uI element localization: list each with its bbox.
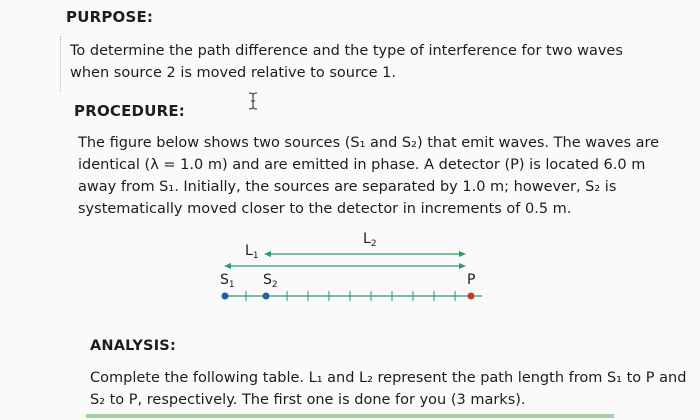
text-cursor-icon — [247, 92, 259, 110]
procedure-line-3: away from S₁. Initially, the sources are separated by 1.0 m; however, S₂ is — [78, 179, 617, 195]
purpose-text-line-2: when source 2 is moved relative to source 1. — [70, 65, 396, 81]
procedure-line-2: identical (λ = 1.0 m) and are emitted in phase. A detector (P) is located 6.0 m — [78, 157, 646, 173]
label-l1: $L_1$ — [245, 243, 259, 261]
analysis-heading: ANALYSIS: — [90, 338, 176, 354]
purpose-text-line-1: To determine the path difference and the type of interference for two waves — [70, 43, 623, 59]
detector-p-dot — [468, 293, 475, 300]
purpose-heading: PURPOSE: — [66, 8, 154, 26]
l1-arrowhead-right — [459, 251, 466, 257]
source-s2-dot — [263, 293, 270, 300]
l2-arrowhead-left — [224, 263, 231, 269]
l2-arrowhead-right — [459, 263, 466, 269]
analysis-line-2: S₂ to P, respectively. The first one is done for you (3 marks). — [90, 392, 526, 408]
label-s2: $S_2$ — [263, 272, 278, 290]
label-p: P — [467, 272, 476, 288]
l1-arrowhead-left — [264, 251, 271, 257]
table-top-border — [86, 414, 614, 418]
analysis-line-1: Complete the following table. L₁ and L₂ represent the path length from S₁ to P and — [90, 370, 687, 386]
source-s1-dot — [222, 293, 229, 300]
source-detector-diagram — [205, 225, 505, 315]
label-s1: $S_1$ — [220, 272, 235, 290]
procedure-heading: PROCEDURE: — [74, 102, 185, 120]
procedure-line-4: systematically moved closer to the detector in increments of 0.5 m. — [78, 201, 572, 217]
procedure-line-1: The figure below shows two sources (S₁ and S₂) that emit waves. The waves are — [78, 135, 660, 151]
label-l2: $L_2$ — [363, 231, 377, 249]
